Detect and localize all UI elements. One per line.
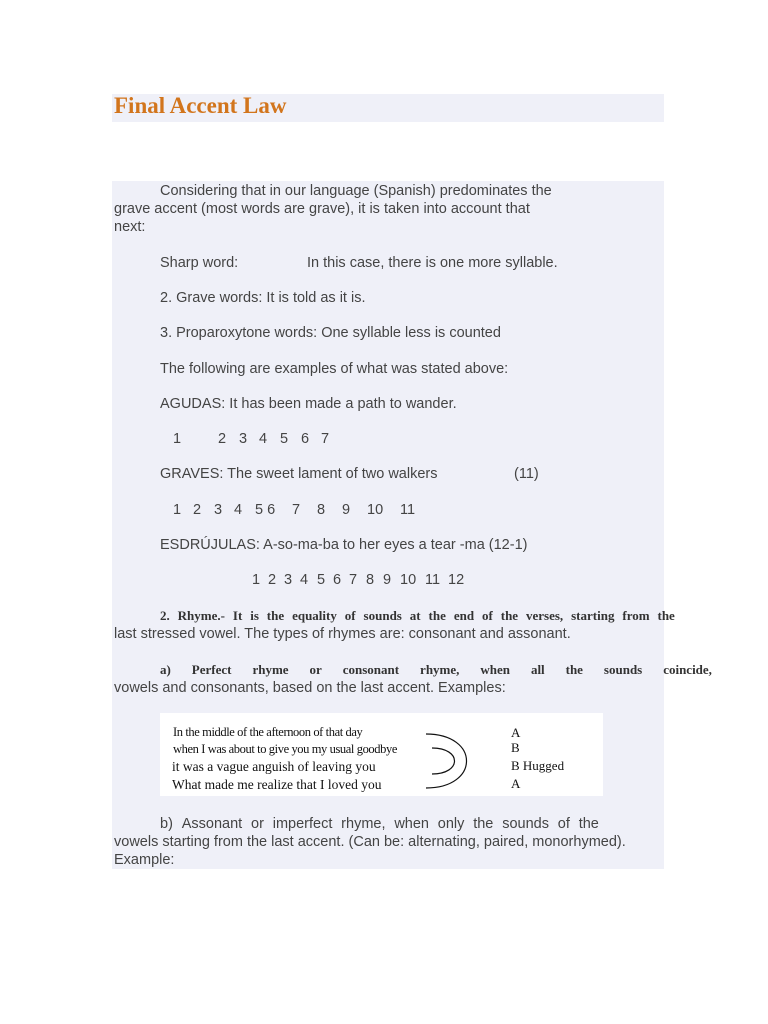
assonant-rhyme-line-3: Example: [114, 852, 175, 868]
rhyme-word: Rhyme.- [177, 608, 225, 623]
agudas-example: AGUDAS: It has been made a path to wander. [160, 396, 457, 412]
graves-count-5-6: 5 6 [255, 502, 276, 518]
perfect-rhyme-line-2: vowels and consonants, based on the last accent. Examples: [114, 680, 506, 696]
perfect-word: sounds [603, 662, 643, 677]
graves-count-11: 11 [400, 502, 416, 518]
esdrujulas-count-2: 2 [268, 572, 277, 588]
rhyme-word: from [622, 608, 650, 623]
poem-line-1: In the middle of the afternoon of that day [173, 725, 363, 739]
intro-line-2: grave accent (most words are grave), it is taken into account that [114, 201, 530, 217]
agudas-count-3: 3 [239, 431, 248, 447]
rhyme-word: the [428, 608, 446, 623]
outer-rhyme-arc [426, 734, 467, 788]
perfect-word: coincide, [663, 662, 712, 677]
perfect-word: a) [160, 662, 171, 677]
rhyme-word: verses, [526, 608, 564, 623]
rhyme-word: 2. [160, 608, 170, 623]
rhyme-word: end [453, 608, 475, 623]
rhyme-label-2: B [511, 740, 520, 755]
examples-intro: The following are examples of what was stated above: [160, 361, 509, 377]
graves-count-2: 2 [193, 502, 202, 518]
esdrujulas-count-8: 8 [366, 572, 375, 588]
assonant-word: or [251, 816, 264, 832]
assonant-rhyme-line-2: vowels starting from the last accent. (Can be: alternating, paired, monorhymed). [114, 834, 626, 850]
graves-syllable-total: (11) [514, 466, 539, 482]
rhyme-bracket-arcs [420, 728, 480, 794]
perfect-word: the [565, 662, 583, 677]
rhyme-line-2: last stressed vowel. The types of rhymes are: consonant and assonant. [114, 626, 571, 642]
esdrujulas-count-12: 12 [448, 572, 465, 588]
perfect-word: Perfect [191, 662, 232, 677]
esdrujulas-count-6: 6 [333, 572, 342, 588]
rhyme-word: is [250, 608, 259, 623]
esdrujulas-count-11: 11 [425, 572, 441, 588]
agudas-count-1: 1 [173, 431, 182, 447]
esdrujulas-count-7: 7 [349, 572, 358, 588]
agudas-count-7: 7 [321, 431, 330, 447]
sharp-word-text: In this case, there is one more syllable. [307, 255, 558, 271]
assonant-word: when [394, 816, 429, 832]
rhyme-label-4: A [511, 776, 521, 791]
assonant-word: Assonant [181, 816, 243, 832]
perfect-word: rhyme [252, 662, 289, 677]
rhyme-word: equality [292, 608, 337, 623]
graves-count-4: 4 [234, 502, 243, 518]
perfect-word: rhyme, [420, 662, 460, 677]
intro-line-1: Considering that in our language (Spanish) predominates the [160, 183, 552, 199]
assonant-word: rhyme, [341, 816, 386, 832]
rhyme-heading-line [160, 607, 675, 625]
esdrujulas-count-3: 3 [284, 572, 293, 588]
poem-line-4: What made me realize that I loved you [172, 777, 382, 792]
graves-count-1: 1 [173, 502, 182, 518]
perfect-word: all [530, 662, 545, 677]
agudas-count-5: 5 [280, 431, 289, 447]
inner-rhyme-arc [432, 748, 455, 774]
assonant-word: of [557, 816, 570, 832]
assonant-word: sounds [502, 816, 549, 832]
rhyme-label-3: B Hugged [511, 758, 565, 773]
esdrujulas-example: ESDRÚJULAS: A-so-ma-ba to her eyes a tear -ma (12-1) [160, 537, 528, 553]
poem-line-2: when I was about to give you my usual goodbye [173, 742, 397, 756]
rhyme-word: the [657, 608, 675, 623]
rhyme-word: the [266, 608, 285, 623]
esdrujulas-count-5: 5 [317, 572, 326, 588]
graves-count-7: 7 [292, 502, 301, 518]
assonant-word: the [578, 816, 599, 832]
assonant-word: imperfect [272, 816, 333, 832]
assonant-word: only [437, 816, 465, 832]
proparoxytone-rule: 3. Proparoxytone words: One syllable less is counted [160, 325, 501, 341]
rhyme-word: at [409, 608, 421, 623]
perfect-word: when [480, 662, 510, 677]
agudas-count-2: 2 [218, 431, 227, 447]
rhyme-word: It [232, 608, 243, 623]
assonant-rhyme-line [160, 815, 599, 833]
perfect-rhyme-line [160, 661, 712, 679]
esdrujulas-count-9: 9 [383, 572, 392, 588]
graves-count-3: 3 [214, 502, 223, 518]
graves-count-9: 9 [342, 502, 351, 518]
rhyme-word: of [344, 608, 356, 623]
esdrujulas-count-1: 1 [252, 572, 261, 588]
page-title: Final Accent Law [114, 93, 287, 118]
esdrujulas-count-4: 4 [300, 572, 309, 588]
assonant-word: b) [160, 816, 173, 832]
esdrujulas-count-10: 10 [400, 572, 417, 588]
rhyme-word: the [500, 608, 519, 623]
sharp-word-label: Sharp word: [160, 255, 239, 271]
perfect-word: or [309, 662, 322, 677]
graves-count-8: 8 [317, 502, 326, 518]
rhyme-label-1: A [511, 725, 521, 740]
perfect-word: consonant [342, 662, 400, 677]
intro-line-3: next: [114, 219, 146, 235]
agudas-count-4: 4 [259, 431, 268, 447]
poem-line-3: it was a vague anguish of leaving you [172, 759, 376, 774]
graves-count-10: 10 [367, 502, 384, 518]
agudas-count-6: 6 [301, 431, 310, 447]
rhyme-word: starting [571, 608, 615, 623]
rhyme-word: sounds [363, 608, 402, 623]
rhyme-word: of [481, 608, 493, 623]
assonant-word: the [473, 816, 494, 832]
grave-words-rule: 2. Grave words: It is told as it is. [160, 290, 366, 306]
graves-example: GRAVES: The sweet lament of two walkers [160, 466, 438, 482]
